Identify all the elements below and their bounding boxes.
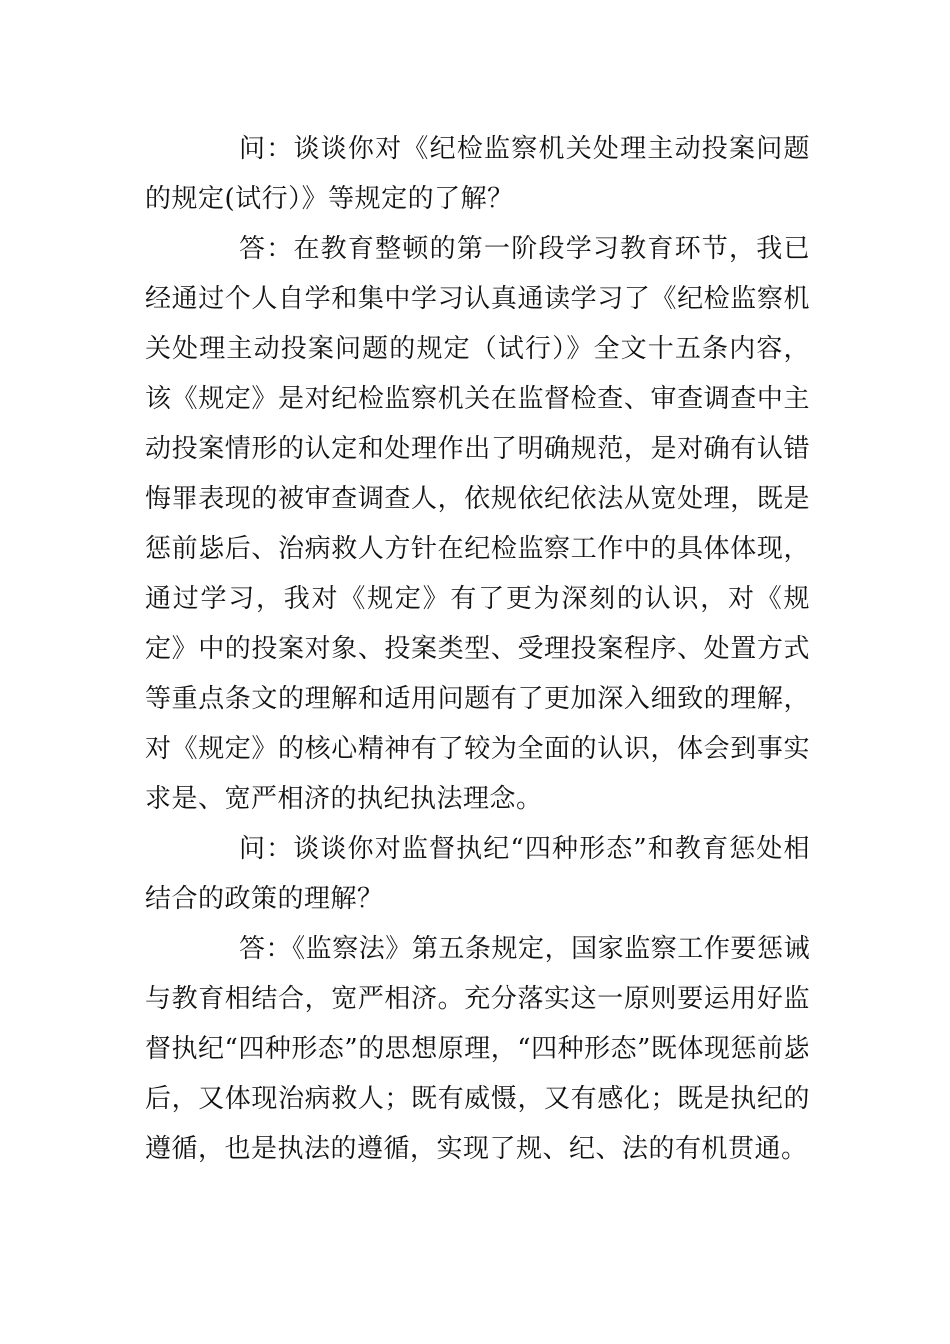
- answer-paragraph-2: 答：《监察法》第五条规定，国家监察工作要惩诫与教育相结合，宽严相济。充分落实这一原则要运用好监督执纪“四种形态”的思想原理，“四种形态”既体现惩前毖后，又体现治病救人；既有威慑，又有感化；既是执纪的遵循，也是执法的遵循，实现了规、纪、法的有机贯通。: [145, 934, 810, 1164]
- document-body: [145, 124, 810, 1174]
- answer-paragraph-1: 答：在教育整顿的第一阶段学习教育环节，我已经通过个人自学和集中学习认真通读学习了《纪检监察机关处理主动投案问题的规定（试行）》全文十五条内容，该《规定》是对纪检监察机关在监督检查、审查调查中主动投案情形的认定和处理作出了明确规范，是对确有认错悔罪表现的被审查调查人，依规依纪依法从宽处理，既是惩前毖后、治病救人方针在纪检监察工作中的具体体现，通过学习，我对《规定》有了更为深刻的认识，对《规定》中的投案对象、投案类型、受理投案程序、处置方式等重点条文的理解和适用问题有了更加深入细致的理解，对《规定》的核心精神有了较为全面的认识，体会到事实求是、宽严相济的执纪执法理念。: [145, 234, 810, 814]
- question-paragraph-2: 问：谈谈你对监督执纪“四种形态”和教育惩处相结合的政策的理解？: [145, 834, 810, 914]
- question-paragraph-1: 问：谈谈你对《纪检监察机关处理主动投案问题的规定(试行）》等规定的了解？: [145, 134, 810, 214]
